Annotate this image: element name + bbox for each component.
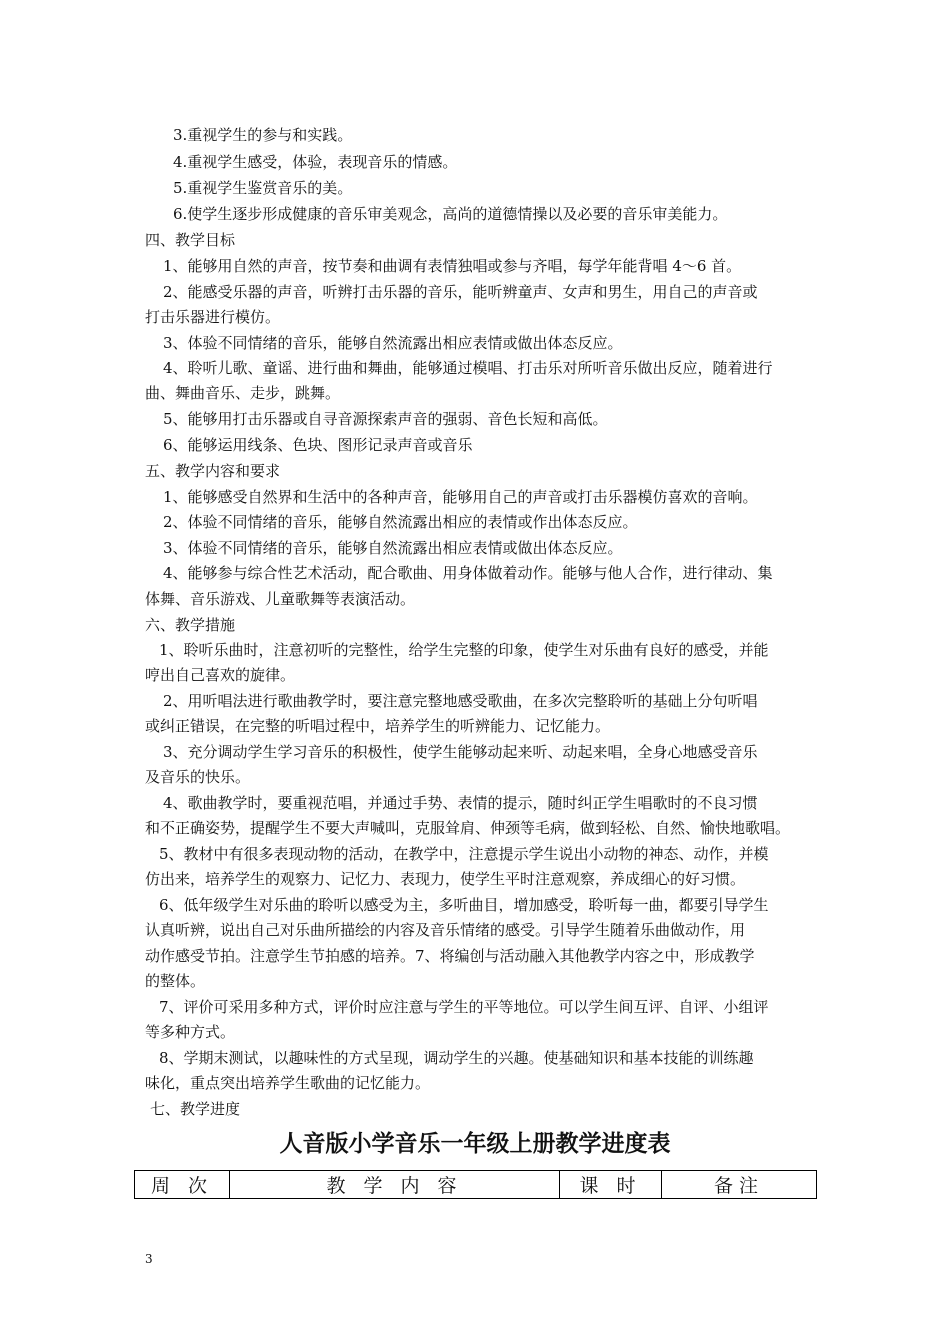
goal-item: 打击乐器进行模仿。 [145, 308, 281, 326]
section-heading-progress: 七、教学进度 [150, 1100, 241, 1118]
goal-item: 2、能感受乐器的声音，听辨打击乐器的音乐，能听辨童声、女声和男生，用自己的声音或 [163, 283, 758, 301]
measure-item: 动作感受节拍。注意学生节拍感的培养。7、将编创与活动融入其他教学内容之中，形成教学 [145, 947, 755, 965]
measure-item: 仿出来，培养学生的观察力、记忆力、表现力，使学生平时注意观察，养成细心的好习惯。 [145, 870, 746, 888]
header-content: 教 学 内 容 [230, 1171, 560, 1199]
header-notes: 备注 [662, 1171, 817, 1199]
content-item: 体舞、音乐游戏、儿童歌舞等表演活动。 [145, 590, 416, 608]
principle-6: 6.使学生逐步形成健康的音乐审美观念，高尚的道德情操以及必要的音乐审美能力。 [173, 205, 728, 223]
measure-item: 或纠正错误，在完整的听唱过程中，培养学生的听辨能力、记忆能力。 [145, 717, 611, 735]
goal-item: 3、体验不同情绪的音乐，能够自然流露出相应表情或做出体态反应。 [163, 334, 623, 352]
goal-item: 1、能够用自然的声音，按节奏和曲调有表情独唱或参与齐唱，每学年能背唱 4～6 首。 [163, 257, 742, 275]
content-item: 1、能够感受自然界和生活中的各种声音，能够用自己的声音或打击乐器模仿喜欢的音响。 [163, 488, 758, 506]
measure-item: 认真听辨，说出自己对乐曲所描绘的内容及音乐情绪的感受。引导学生随着乐曲做动作，用 [145, 921, 746, 939]
goal-item: 5、能够用打击乐器或自寻音源探索声音的强弱、音色长短和高低。 [163, 410, 608, 428]
measure-item: 味化，重点突出培养学生歌曲的记忆能力。 [145, 1074, 431, 1092]
schedule-title: 人音版小学音乐一年级上册教学进度表 [279, 1131, 671, 1157]
goal-item: 曲、舞曲音乐、走步，跳舞。 [145, 384, 341, 402]
content-item: 3、体验不同情绪的音乐，能够自然流露出相应表情或做出体态反应。 [163, 539, 623, 557]
measure-item: 及音乐的快乐。 [145, 768, 251, 786]
content-item: 2、体验不同情绪的音乐，能够自然流露出相应的表情或作出体态反应。 [163, 513, 638, 531]
schedule-header-row [135, 1171, 817, 1199]
measure-item: 哼出自己喜欢的旋律。 [145, 666, 296, 684]
principle-3: 3.重视学生的参与和实践。 [173, 126, 353, 144]
schedule-table [134, 1170, 817, 1199]
measure-item: 2、用听唱法进行歌曲教学时，要注意完整地感受歌曲，在多次完整聆听的基础上分句听唱 [163, 692, 758, 710]
goal-item: 6、能够运用线条、色块、图形记录声音或音乐 [163, 436, 473, 454]
principle-5: 5.重视学生鉴赏音乐的美。 [173, 179, 353, 197]
section-heading-content: 五、教学内容和要求 [145, 462, 281, 480]
principle-4: 4.重视学生感受，体验，表现音乐的情感。 [173, 153, 458, 171]
measure-item: 1、聆听乐曲时，注意初听的完整性，给学生完整的印象，使学生对乐曲有良好的感受，并能 [159, 641, 769, 659]
measure-item: 7、评价可采用多种方式，评价时应注意与学生的平等地位。可以学生间互评、自评、小组评 [159, 998, 769, 1016]
measure-item: 5、教材中有很多表现动物的活动，在教学中，注意提示学生说出小动物的神态、动作，并模 [159, 845, 769, 863]
measure-item: 3、充分调动学生学习音乐的积极性，使学生能够动起来听、动起来唱，全身心地感受音乐 [163, 743, 758, 761]
measure-item: 等多种方式。 [145, 1023, 236, 1041]
measure-item: 6、低年级学生对乐曲的聆听以感受为主，多听曲目，增加感受，聆听每一曲，都要引导学生 [159, 896, 769, 914]
measure-item: 4、歌曲教学时，要重视范唱，并通过手势、表情的提示，随时纠正学生唱歌时的不良习惯 [163, 794, 758, 812]
header-hours: 课 时 [560, 1171, 662, 1199]
content-item: 4、能够参与综合性艺术活动，配合歌曲、用身体做着动作。能够与他人合作，进行律动、集 [163, 564, 773, 582]
section-heading-measures: 六、教学措施 [145, 616, 236, 634]
header-week: 周 次 [135, 1171, 230, 1199]
measure-item: 8、学期末测试，以趣味性的方式呈现，调动学生的兴趣。使基础知识和基本技能的训练趣 [159, 1049, 754, 1067]
measure-item: 的整体。 [145, 972, 206, 990]
goal-item: 4、聆听儿歌、童谣、进行曲和舞曲，能够通过模唱、打击乐对所听音乐做出反应，随着进行 [163, 359, 773, 377]
page-number: 3 [145, 1252, 153, 1266]
section-heading-goals: 四、教学目标 [145, 231, 236, 249]
measure-item: 和不正确姿势，提醒学生不要大声喊叫，克服耸肩、伸颈等毛病，做到轻松、自然、愉快地歌唱。 [145, 819, 791, 837]
